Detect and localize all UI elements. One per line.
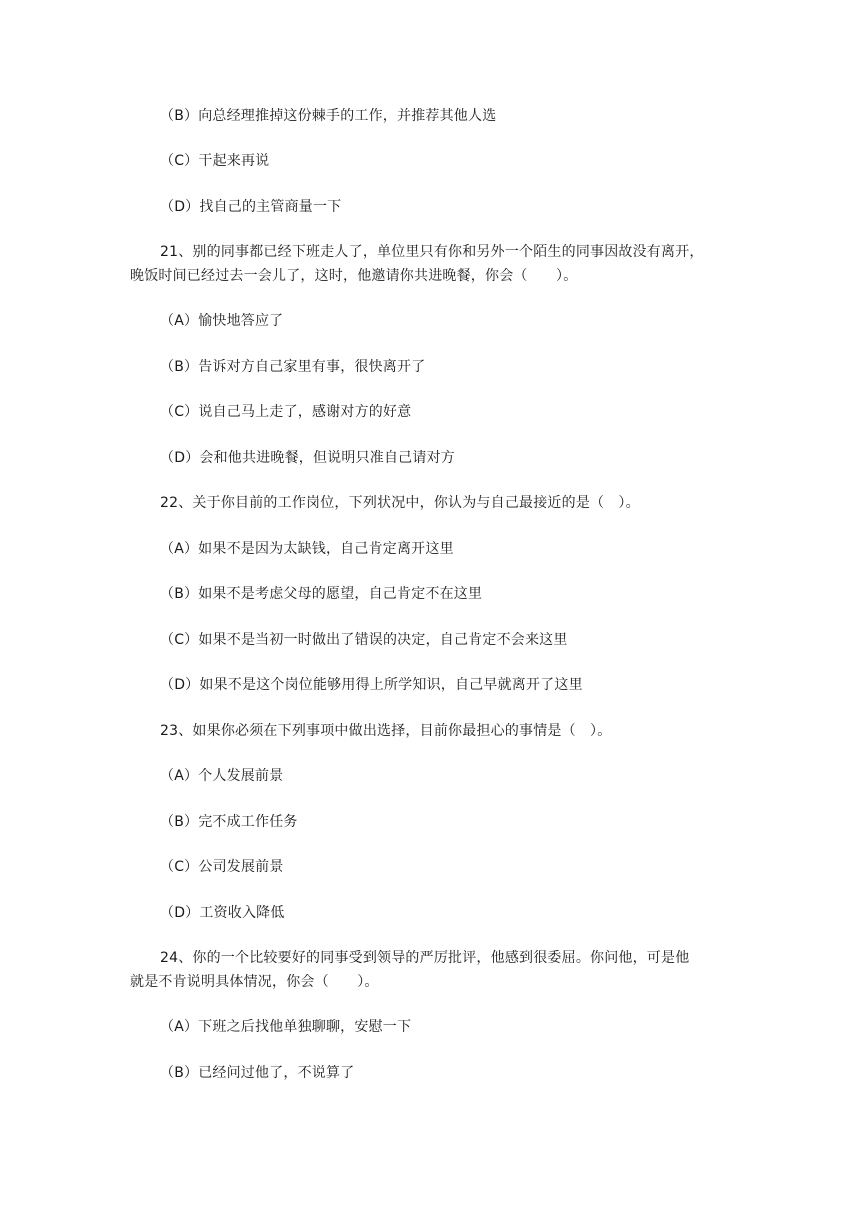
option-b-q20: （B）向总经理推掉这份棘手的工作，并推荐其他人选 xyxy=(160,108,497,124)
option-c-q21: （C）说自己马上走了，感谢对方的好意 xyxy=(160,404,412,420)
option-c-q23: （C）公司发展前景 xyxy=(160,859,284,875)
option-b-q21: （B）告诉对方自己家里有事，很快离开了 xyxy=(160,359,426,375)
option-c-q20: （C）干起来再说 xyxy=(160,153,270,169)
question-21-line2: 晚饭时间已经过去一会儿了，这时，他邀请你共进晚餐，你会（ ）。 xyxy=(130,268,578,284)
question-24-line2: 就是不肯说明具体情况，你会（ ）。 xyxy=(130,974,379,990)
option-c-q22: （C）如果不是当初一时做出了错误的决定，自己肯定不会来这里 xyxy=(160,632,568,648)
question-21-line1: 21、别的同事都已经下班走人了，单位里只有你和另外一个陌生的同事因故没有离开， xyxy=(160,244,704,260)
option-b-q23: （B）完不成工作任务 xyxy=(160,814,298,830)
option-d-q23: （D）工资收入降低 xyxy=(160,905,285,921)
option-d-q21: （D）会和他共进晚餐，但说明只准自己请对方 xyxy=(160,450,455,466)
option-d-q22: （D）如果不是这个岗位能够用得上所学知识，自己早就离开了这里 xyxy=(160,677,583,693)
question-23: 23、如果你必须在下列事项中做出选择，目前你最担心的事情是（ ）。 xyxy=(160,723,612,739)
option-b-q22: （B）如果不是考虑父母的愿望，自己肯定不在这里 xyxy=(160,586,483,602)
option-a-q23: （A）个人发展前景 xyxy=(160,768,284,784)
option-a-q22: （A）如果不是因为太缺钱，自己肯定离开这里 xyxy=(160,541,454,557)
option-d-q20: （D）找自己的主管商量一下 xyxy=(160,199,342,215)
option-b-q24: （B）已经问过他了，不说算了 xyxy=(160,1065,355,1081)
question-22: 22、关于你目前的工作岗位，下列状况中，你认为与自己最接近的是（ ）。 xyxy=(160,495,640,511)
option-a-q21: （A）愉快地答应了 xyxy=(160,313,284,329)
option-a-q24: （A）下班之后找他单独聊聊，安慰一下 xyxy=(160,1019,412,1035)
question-24-line1: 24、你的一个比较要好的同事受到领导的严厉批评，他感到很委屈。你问他，可是他 xyxy=(160,950,690,966)
